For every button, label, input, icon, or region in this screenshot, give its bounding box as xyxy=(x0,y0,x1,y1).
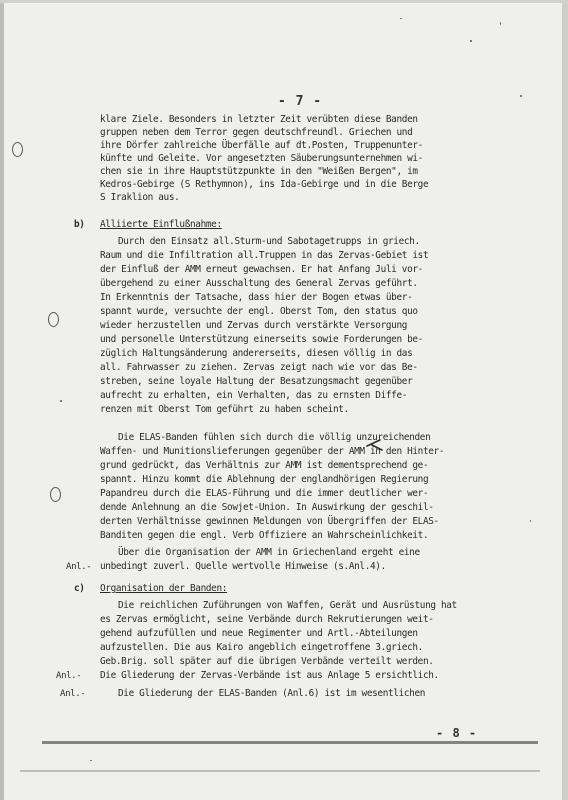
bottom-rule xyxy=(42,741,538,744)
text-line: aufzustellen. Die aus Kairo angeblich eingetroffene 3.griech. xyxy=(100,642,423,653)
text-line: gehend aufzufüllen und neue Regimenter und Artl.-Abteilungen xyxy=(100,628,418,639)
text-line: grund gedrückt, das Verhältnis zur AMM ist dementsprechend ge- xyxy=(100,460,429,471)
page-number-bottom: - 8 - xyxy=(436,726,478,740)
text-line: künfte und Geleite. Vor angesetzten Säuberungsunternehmen wi- xyxy=(100,153,423,164)
text-line: Über die Organisation der AMM in Griechenland ergeht eine xyxy=(118,547,420,558)
section-heading-c: Organisation der Banden: xyxy=(100,583,228,594)
text-line: Die Gliederung der Zervas-Verbände ist aus Anlage 5 ersichtlich. xyxy=(100,670,439,681)
text-line: ihre Dörfer zahlreiche Überfälle auf dt.Posten, Truppenunter- xyxy=(100,140,423,151)
text-line: wieder herzustellen und Zervas durch verstärkte Versorgung xyxy=(100,320,408,331)
text-line: Geb.Brig. soll später auf die übrigen Verbände verteilt werden. xyxy=(100,656,434,667)
text-line: dende Anlehnung an die Sowjet-Union. In Auswirkung der geschil- xyxy=(100,502,434,513)
text-line: Banditen gegen die engl. Verb Offiziere an Wahrscheinlichkeit. xyxy=(100,530,429,541)
section-label-b: b) xyxy=(74,219,85,230)
text-line: Raum und die Infiltration all.Truppen in das Zervas-Gebiet ist xyxy=(100,250,429,261)
text-line: klare Ziele. Besonders in letzter Zeit verübten diese Banden xyxy=(100,114,418,125)
punch-hole xyxy=(12,142,23,157)
text-line: Waffen- und Munitionslieferungen gegenüber der AMM in den Hinter- xyxy=(100,446,445,457)
text-line: renzen mit Oberst Tom geführt zu haben scheint. xyxy=(100,404,349,415)
text-line: Kedros-Gebirge (S Rethymnon), ins Ida-Gebirge und in die Berge xyxy=(100,179,429,190)
text-line: streben, seine loyale Haltung der Besatzungsmacht gegenüber xyxy=(100,376,413,387)
text-line: chen sie in ihre Hauptstützpunkte in den "Weißen Bergen", im xyxy=(100,166,418,177)
text-line: der Einfluß der AMM erneut gewachsen. Er hat Anfang Juli vor- xyxy=(100,264,423,275)
text-line: und personelle Unterstützung einerseits sowie Forderungen be- xyxy=(100,334,423,345)
text-line: all. Fahrwasser zu ziehen. Zervas zeigt nach wie vor das Be- xyxy=(100,362,418,373)
scan-edge-right xyxy=(562,0,568,800)
section-label-c: c) xyxy=(74,583,85,594)
margin-note-anl: Anl.- xyxy=(60,689,86,699)
text-line: spannt wurde, versuchte der engl. Oberst Tom, den status quo xyxy=(100,306,418,317)
text-line: unbedingt zuverl. Quelle wertvolle Hinweise (s.Anl.4). xyxy=(100,561,386,572)
punch-hole xyxy=(50,487,61,502)
scan-edge-top xyxy=(0,0,568,3)
text-line: Die reichlichen Zuführungen von Waffen, Gerät und Ausrüstung hat xyxy=(118,600,457,611)
bottom-rule xyxy=(20,770,540,772)
text-line: züglich Haltungsänderung andererseits, diesen völlig in das xyxy=(100,348,413,359)
text-line: Papandreu durch die ELAS-Führung und die immer deutlicher wer- xyxy=(100,488,429,499)
text-line: derten Verhältnisse gewinnen Meldungen von Übergriffen der ELAS- xyxy=(100,516,439,527)
margin-note-anl: Anl.- xyxy=(56,671,82,681)
text-line: Die ELAS-Banden fühlen sich durch die völlig unzureichenden xyxy=(118,432,431,443)
text-line: spannt. Hinzu kommt die Ablehnung der englandhörigen Regierung xyxy=(100,474,429,485)
text-line: S Iraklion aus. xyxy=(100,192,180,203)
margin-note-anl: Anl.- xyxy=(66,562,92,572)
section-heading-b: Alliierte Einflußnahme: xyxy=(100,219,222,230)
text-line: Durch den Einsatz all.Sturm-und Sabotagetrupps in griech. xyxy=(118,236,420,247)
punch-hole xyxy=(48,312,59,327)
text-line: gruppen neben dem Terror gegen deutschfreundl. Griechen und xyxy=(100,127,413,138)
text-line: aufrecht zu erhalten, ein Verhalten, das zu ernsten Diffe- xyxy=(100,390,408,401)
text-line: Die Gliederung der ELAS-Banden (Anl.6) ist im wesentlichen xyxy=(118,688,426,699)
scan-edge-left xyxy=(0,0,4,800)
text-line: es Zervas ermöglicht, seine Verbände durch Rekrutierungen weit- xyxy=(100,614,434,625)
page-number-top: - 7 - xyxy=(278,94,323,109)
text-line: übergehend zu einer Ausschaltung des General Zervas geführt. xyxy=(100,278,418,289)
text-line: In Erkenntnis der Tatsache, dass hier der Bogen etwas über- xyxy=(100,292,413,303)
